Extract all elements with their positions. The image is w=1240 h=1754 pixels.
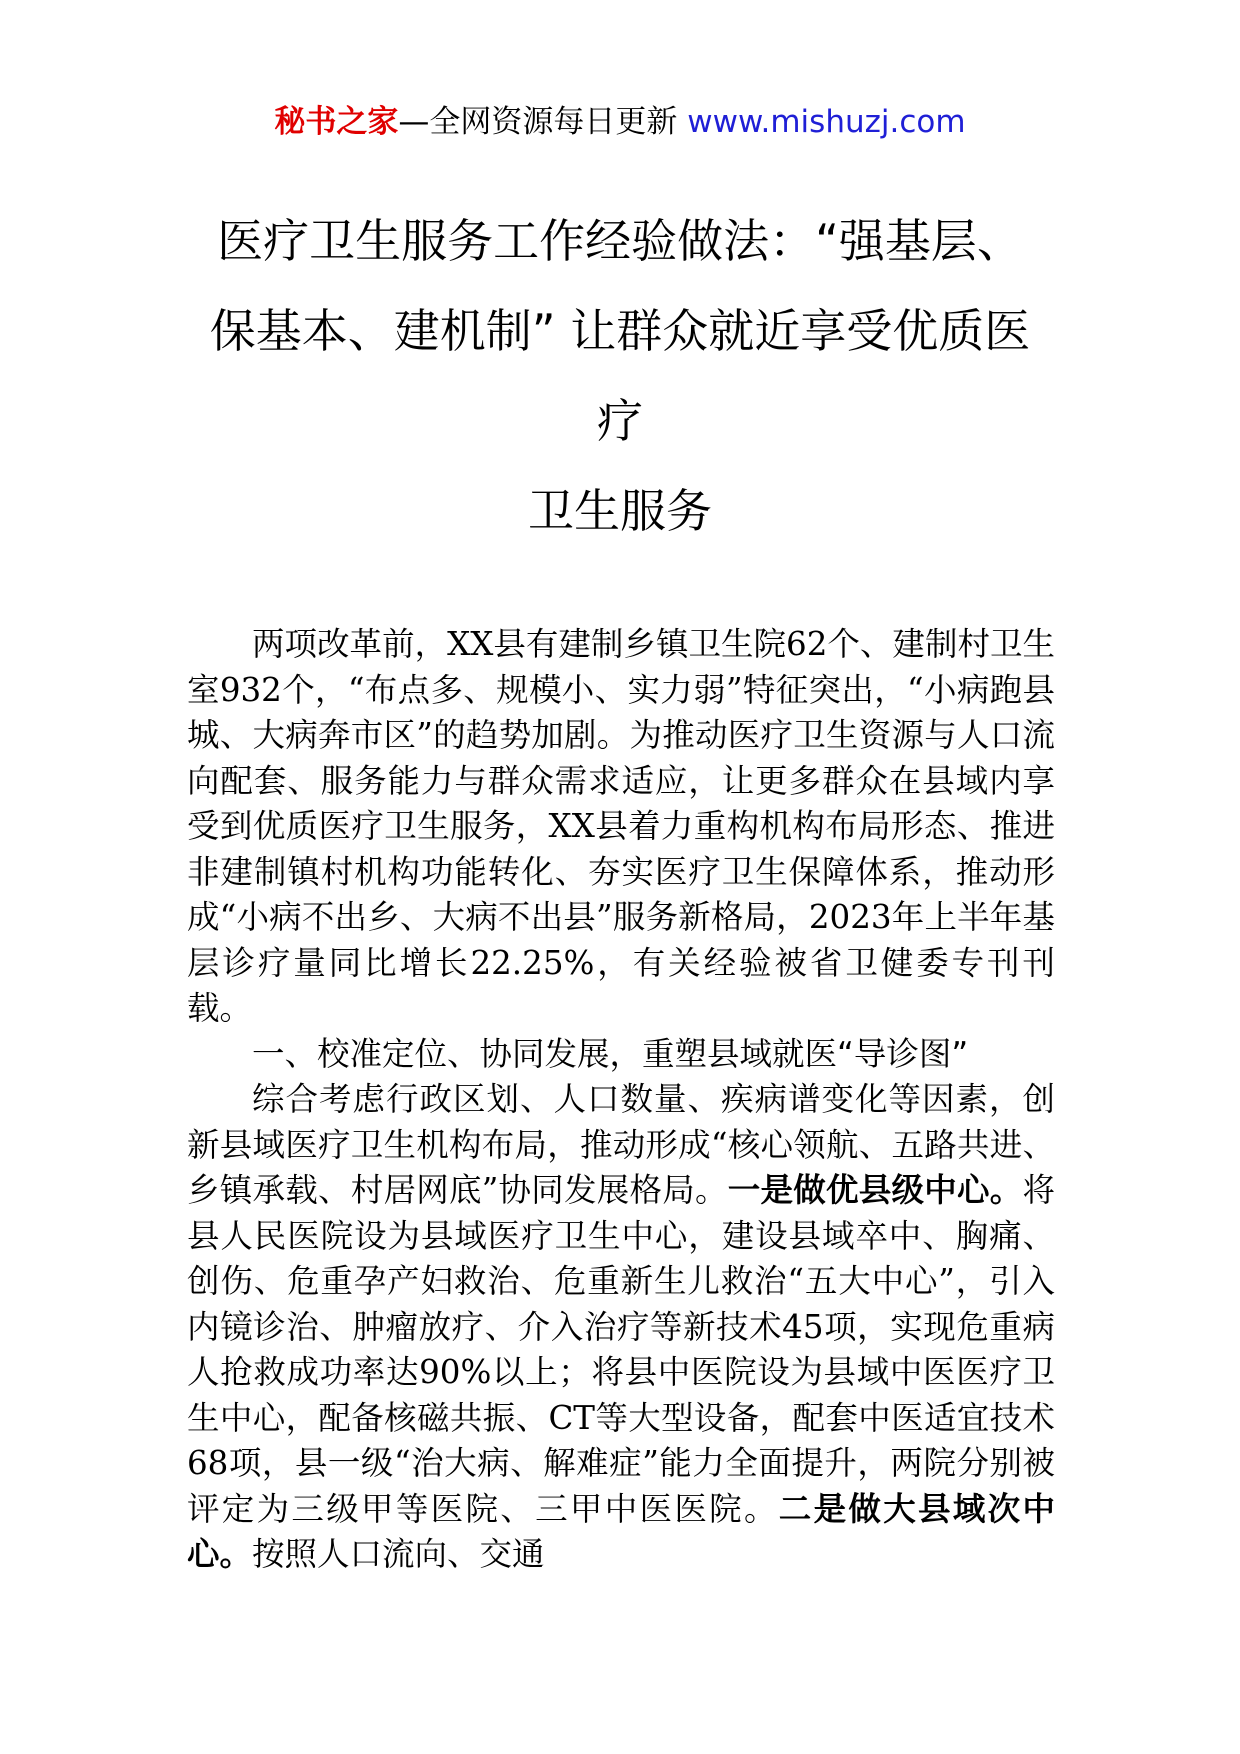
site-brand: 秘书之家 [274, 104, 399, 140]
title-line-2: 保基本、建机制” 让群众就近享受优质医 [209, 304, 1031, 358]
site-header [0, 100, 1240, 144]
title-line-4: 卫生服务 [528, 484, 712, 538]
paragraph-2-text-c: 将县人民医院设为县域医疗卫生中心，建设县域卒中、胸痛、创伤、危重孕产妇救治、危重新生儿救治“五大中心”，引入内镜诊治、肿瘤放疗、介入治疗等新技术45项，实现危重病人抢救成功率达90%以上；将县中医院设为县域中医医疗卫生中心，配备核磁共振、CT等大型设备，配套中医适宜技术68项，县一级“治大病、解难症”能力全面提升，两院分别被评定为三级甲等医院、三甲中医医院。 [187, 1171, 1055, 1528]
paragraph-2-text-e: 按照人口流向、交通 [252, 1535, 545, 1573]
title-line-3: 疗 [597, 394, 643, 448]
title-line-1: 医疗卫生服务工作经验做法：“强基层、 [217, 214, 1023, 268]
document-body [187, 622, 1055, 1578]
paragraph-2-text-a: 综合考虑行政区划、人口数量、疾病谱变化等因素，创新县域医疗卫生机构布局，推动形成“核心领航、五路共进、乡镇承载、村居网底”协同发展格局。 [187, 1080, 1055, 1209]
site-slogan: —全网资源每日更新 [398, 104, 688, 140]
document-title [160, 196, 1080, 556]
site-url-link[interactable]: www.mishuzj.com [687, 104, 966, 140]
paragraph-intro: 两项改革前，XX县有建制乡镇卫生院62个、建制村卫生室932个，“布点多、规模小、实力弱”特征突出，“小病跑县城、大病奔市区”的趋势加剧。为推动医疗卫生资源与人口流向配套、服务能力与群众需求适应，让更多群众在县域内享受到优质医疗卫生服务，XX县着力重构机构布局形态、推进非建制镇村机构功能转化、夯实医疗卫生保障体系，推动形成“小病不出乡、大病不出县”服务新格局，2023年上半年基层诊疗量同比增长22.25%，有关经验被省卫健委专刊刊载。 [187, 625, 1055, 1027]
paragraph-2-bold-2: 二是做大县域次中心。 [187, 1489, 1055, 1573]
paragraph-2-bold-1: 一是做优县级中心。 [727, 1171, 1023, 1209]
paragraph-2 [187, 1077, 1055, 1578]
section-heading-1: 一、校准定位、协同发展，重塑县域就医“导诊图” [252, 1034, 969, 1073]
